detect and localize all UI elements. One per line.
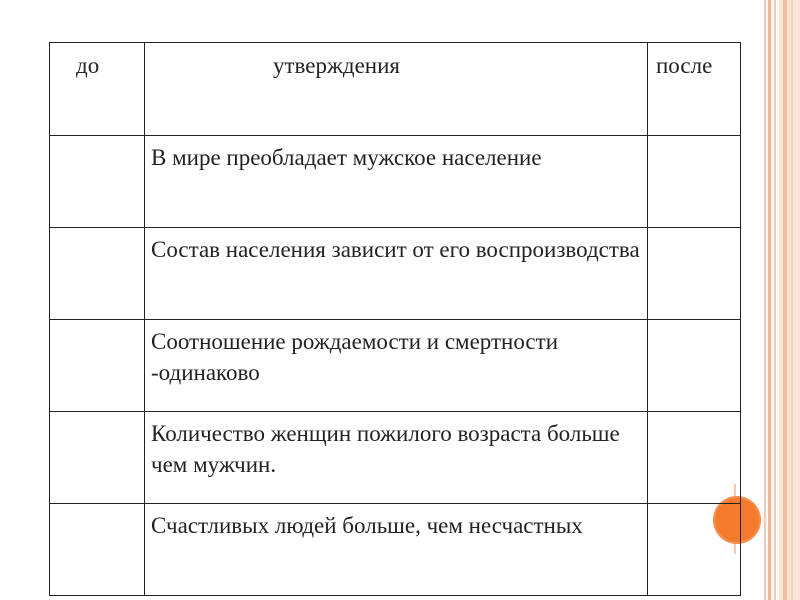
statement-cell: Состав населения зависит от его воспроизводства — [145, 228, 648, 320]
table-row — [50, 504, 741, 596]
statement-cell: Количество женщин пожилого возраста больше чем мужчин. — [145, 412, 648, 504]
decorative-stripe — [783, 0, 787, 600]
table-row — [50, 136, 741, 228]
after-cell[interactable] — [648, 504, 741, 596]
header-after: после — [648, 43, 741, 136]
statement-cell: Счастливых людей больше, чем несчастных — [145, 504, 648, 596]
after-cell[interactable] — [648, 412, 741, 504]
table-row — [50, 228, 741, 320]
after-cell[interactable] — [648, 320, 741, 412]
statement-cell: В мире преобладает мужское население — [145, 136, 648, 228]
statement-cell: Соотношение рождаемости и смертности -одинаково — [145, 320, 648, 412]
decorative-stripe — [791, 0, 793, 600]
table-row — [50, 320, 741, 412]
before-cell[interactable] — [50, 504, 145, 596]
decorative-stripe — [764, 0, 766, 600]
table-header-row — [50, 43, 741, 136]
before-cell[interactable] — [50, 320, 145, 412]
header-statements: утверждения — [145, 43, 648, 136]
header-before: до — [50, 43, 145, 136]
decorative-stripe — [774, 0, 776, 600]
table-row — [50, 412, 741, 504]
before-cell[interactable] — [50, 136, 145, 228]
decorative-stripe — [768, 0, 771, 600]
statements-table — [49, 42, 741, 596]
after-cell[interactable] — [648, 136, 741, 228]
before-cell[interactable] — [50, 228, 145, 320]
before-cell[interactable] — [50, 412, 145, 504]
after-cell[interactable] — [648, 228, 741, 320]
